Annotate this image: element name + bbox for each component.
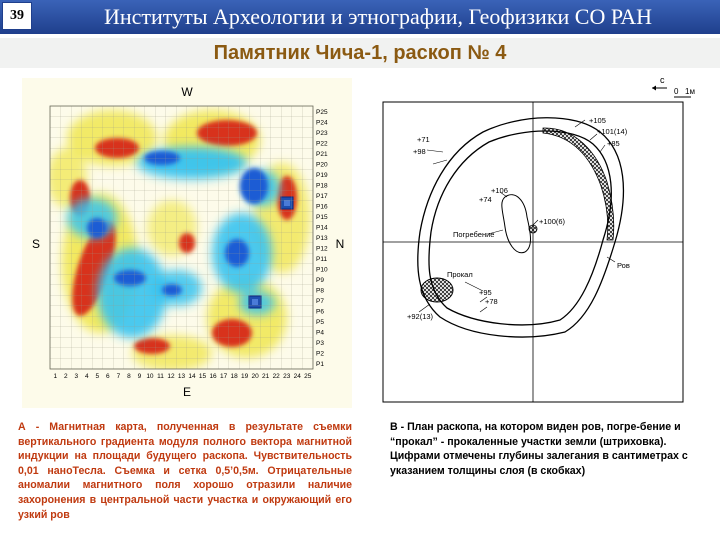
col-label: 24	[293, 373, 301, 380]
col-label: 5	[95, 373, 100, 380]
magnetic-map	[22, 78, 352, 408]
row-label: P17	[316, 192, 328, 200]
label-burial: Погребение	[453, 230, 495, 239]
label-92: +92(13)	[407, 312, 434, 321]
col-label: 9	[137, 373, 142, 380]
excavation-plan	[375, 72, 693, 402]
label-100: +100(6)	[539, 217, 566, 226]
col-label: 16	[209, 373, 217, 380]
col-label: 25	[304, 373, 312, 380]
row-label: P1	[316, 361, 324, 369]
col-label: 14	[188, 373, 196, 380]
row-label: P8	[316, 287, 324, 295]
burial-outline	[502, 195, 531, 253]
row-label: P25	[316, 108, 328, 116]
col-label: 20	[251, 373, 259, 380]
row-label: P7	[316, 298, 324, 306]
col-label: 8	[127, 373, 131, 380]
prokal-circle	[421, 278, 453, 302]
col-label: 22	[272, 373, 280, 380]
row-label: P23	[316, 129, 328, 137]
col-label: 15	[198, 373, 207, 380]
row-label: P9	[316, 277, 324, 285]
direction-s: S	[31, 237, 41, 251]
col-label: 6	[106, 373, 110, 380]
col-label: 10	[146, 373, 154, 380]
row-label: P24	[316, 119, 328, 127]
slide-number: 39	[2, 2, 32, 30]
col-label: 1	[53, 373, 58, 380]
col-label: 17	[219, 373, 228, 380]
ditch-outer	[418, 118, 624, 337]
label-106: +106	[491, 186, 508, 195]
compass-arrowhead	[652, 86, 656, 91]
label-105: +105	[589, 116, 606, 125]
row-label: P6	[316, 308, 324, 316]
col-label: 7	[116, 373, 121, 380]
row-label: P18	[316, 182, 328, 190]
col-label: 4	[85, 373, 89, 380]
row-label: P3	[316, 340, 324, 348]
caption-b: В - План раскопа, на котором виден ров, погре-бение и “прокал” - прокаленные участки земли (штриховка). Цифрами отмечены глубины залегания в сантиметрах с указанием толщины слоя (в скобках)	[390, 421, 688, 477]
label-78: +78	[485, 297, 498, 306]
row-label: P5	[316, 319, 324, 327]
col-label: 2	[63, 373, 68, 380]
direction-n: N	[335, 237, 345, 251]
label-prokal: Прокал	[447, 270, 473, 279]
row-label: P16	[316, 203, 328, 211]
col-label: 23	[283, 373, 291, 380]
row-label: P12	[316, 245, 328, 253]
map-grid	[50, 106, 313, 369]
col-labels	[53, 373, 311, 380]
label-98: +98	[413, 147, 426, 156]
row-label: P4	[316, 329, 324, 337]
col-label: 18	[230, 373, 238, 380]
label-101: +101(14)	[597, 127, 628, 136]
magnetic-map-svg	[22, 78, 352, 408]
row-labels	[316, 109, 328, 368]
row-label: P15	[316, 213, 328, 221]
excavation-plan-svg	[375, 72, 693, 402]
caption-a: А - Магнитная карта, полученная в результате съемки вертикального градиента модуля полного вектора магнитной индукции на площади будущего раскопа. Чувствительность 0,01 наноТесла. Съемка и сетка 0,5’0,5м. Отрицательные аномалии магнитного поля хорошо отразили наличие захоронения в центральной части участка и окружающий его узкий ров	[18, 421, 352, 521]
row-label: P10	[316, 266, 328, 274]
col-label: 3	[74, 373, 79, 380]
compass-label: с	[660, 75, 665, 85]
label-95: +95	[479, 288, 492, 297]
slide-subtitle: Памятник Чича-1, раскоп № 4	[0, 38, 720, 68]
header-title: Институты Археологии и этнографии, Геофизики СО РАН	[103, 4, 653, 29]
col-label: 13	[177, 373, 186, 380]
label-85: +85	[607, 139, 620, 148]
row-label: P11	[316, 256, 328, 264]
prokal-small	[529, 225, 537, 233]
col-label: 19	[241, 373, 249, 380]
row-label: P20	[316, 161, 328, 169]
scale-zero: 0	[674, 87, 679, 96]
scale-label: 1м	[685, 87, 695, 96]
col-label: 21	[262, 373, 270, 380]
col-label: 12	[167, 373, 175, 380]
label-74: +74	[479, 195, 492, 204]
row-label: P19	[316, 171, 328, 179]
label-rov: Ров	[617, 261, 630, 270]
row-label: P14	[316, 224, 328, 232]
col-label: 11	[157, 373, 164, 380]
row-label: P22	[316, 140, 328, 148]
ditch-inner	[429, 131, 611, 325]
header-bar	[0, 0, 720, 34]
label-71: +71	[417, 135, 430, 144]
direction-w: W	[181, 85, 193, 99]
row-label: P2	[316, 350, 324, 358]
row-label: P21	[316, 150, 328, 158]
direction-e: E	[182, 385, 192, 399]
row-label: P13	[316, 235, 328, 242]
